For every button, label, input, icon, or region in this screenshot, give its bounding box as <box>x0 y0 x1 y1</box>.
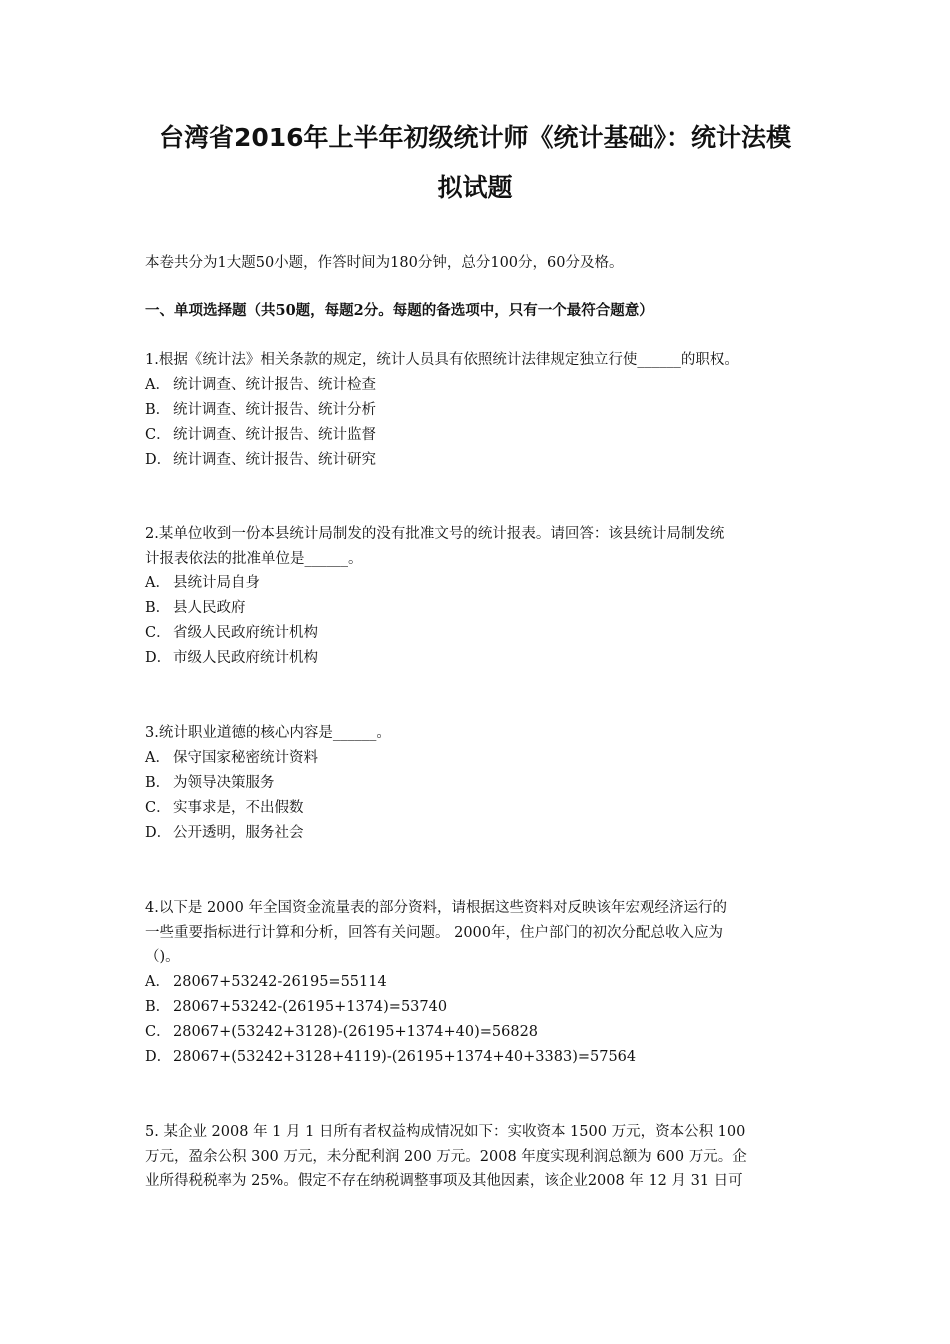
option-c: C． 统计调查、统计报告、统计监督 <box>145 426 376 443</box>
option-d: D． 统计调查、统计报告、统计研究 <box>145 451 376 468</box>
option-a: A． 县统计局自身 <box>145 575 260 592</box>
question-stem <box>145 896 817 970</box>
option-c: C． 28067+(53242+3128)-(26195+1374+40)=56828 <box>145 1023 539 1040</box>
question-2 <box>145 522 817 671</box>
stem-line: 2.某单位收到一份本县统计局制发的没有批准文号的统计报表。请回答：该县统计局制发统 <box>145 526 725 542</box>
question-stem <box>145 1120 817 1194</box>
option-d: D． 28067+(53242+3128+4119)-(26195+1374+40+3383)=57564 <box>145 1048 637 1065</box>
option-b: B． 为领导决策服务 <box>145 774 275 791</box>
question-4 <box>145 896 817 1070</box>
question-5 <box>145 1120 817 1194</box>
option-b: B． 县人民政府 <box>145 600 246 617</box>
stem-line: 业所得税税率为 25%。假定不存在纳税调整事项及其他因素，该企业2008 年 12 月 31 日可 <box>145 1173 743 1190</box>
option-a: A． 保守国家秘密统计资料 <box>145 749 318 766</box>
option-d: D． 公开透明，服务社会 <box>145 824 304 841</box>
option-b: B． 28067+53242-(26195+1374)=53740 <box>145 998 448 1015</box>
stem-line: 5. 某企业 2008 年 1 月 1 日所有者权益构成情况如下：实收资本 1500 万元，资本公积 100 <box>145 1124 746 1140</box>
stem-line: 3.统计职业道德的核心内容是______。 <box>145 725 391 741</box>
stem-line: 计报表依法的批准单位是______。 <box>145 550 363 567</box>
stem-line: （)。 <box>145 949 180 966</box>
option-a: A． 28067+53242-26195=55114 <box>145 973 387 990</box>
question-3 <box>145 721 817 846</box>
question-stem <box>145 721 817 746</box>
question-1 <box>145 348 817 473</box>
option-d: D． 市级人民政府统计机构 <box>145 650 318 667</box>
option-b: B． 统计调查、统计报告、统计分析 <box>145 401 376 418</box>
option-a: A． 统计调查、统计报告、统计检查 <box>145 376 376 393</box>
question-stem <box>145 522 817 571</box>
option-c: C． 省级人民政府统计机构 <box>145 625 318 642</box>
section-heading: 一、单项选择题（共50题，每题2分。每题的备选项中，只有一个最符合题意） <box>145 302 654 319</box>
option-c: C． 实事求是，不出假数 <box>145 799 304 816</box>
document-title-line-2: 拟试题 <box>437 173 513 202</box>
question-stem <box>145 348 817 373</box>
exam-intro: 本卷共分为1大题50小题，作答时间为180分钟，总分100分，60分及格。 <box>145 255 624 271</box>
stem-line: 1.根据《统计法》相关条款的规定，统计人员具有依照统计法律规定独立行使______的职权。 <box>145 352 739 368</box>
stem-line: 4.以下是 2000 年全国资金流量表的部分资料，请根据这些资料对反映该年宏观经济运行的 <box>145 900 727 916</box>
stem-line: 一些重要指标进行计算和分析，回答有关问题。 2000年，住户部门的初次分配总收入应为 <box>145 924 724 941</box>
stem-line: 万元，盈余公积 300 万元，未分配利润 200 万元。2008 年度实现利润总额为 600 万元。企 <box>145 1148 747 1165</box>
document-title-line-1: 台湾省2016年上半年初级统计师《统计基础》：统计法模 <box>158 123 792 152</box>
